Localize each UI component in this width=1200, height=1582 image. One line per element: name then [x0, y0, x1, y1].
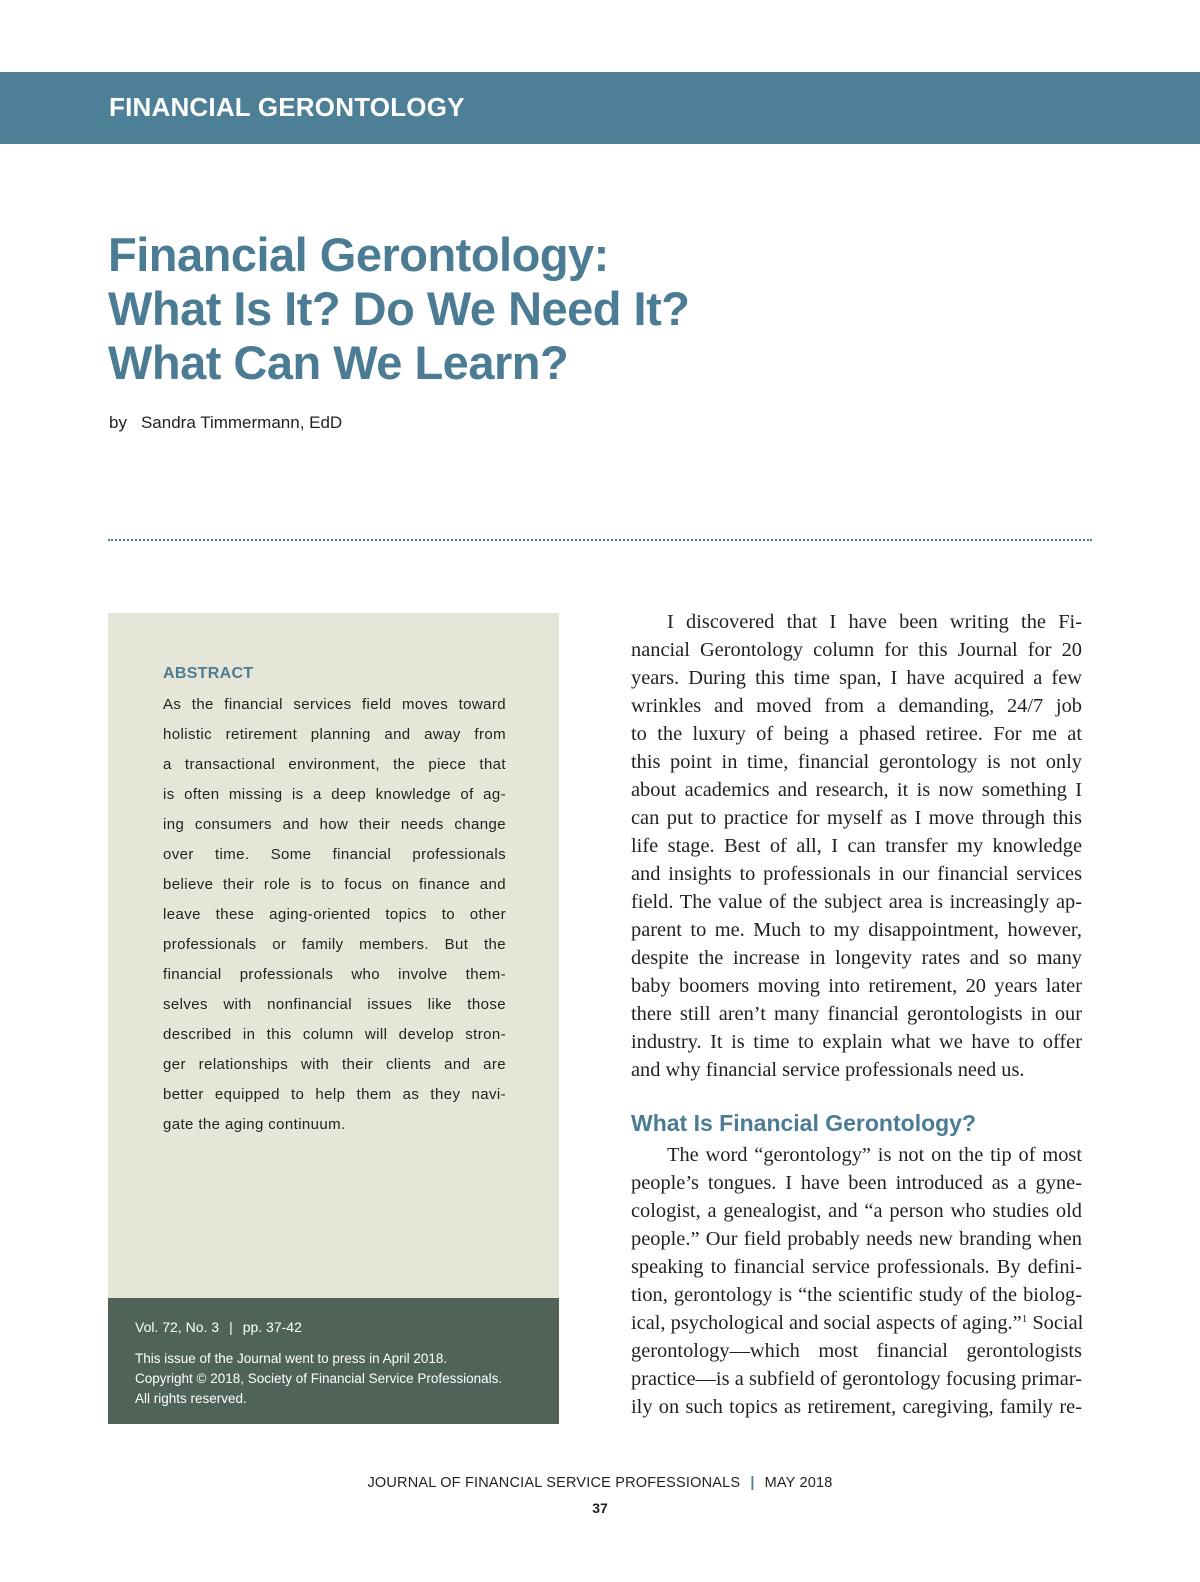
abstract-line: is often missing is a deep knowledge of ag- [163, 786, 506, 803]
body-line: years. During this time span, I have acquired a few [631, 667, 1082, 689]
body-line: to the luxury of being a phased retiree. For me at [631, 723, 1082, 745]
running-footer [0, 1475, 1200, 1491]
section-paragraph [631, 1141, 1082, 1421]
issue-date: MAY 2018 [764, 1475, 833, 1491]
byline-prefix: by [109, 413, 127, 432]
dotted-divider [108, 539, 1092, 541]
body-line: people.” Our field probably needs new branding when [631, 1228, 1082, 1250]
body-line: The word “gerontology” is not on the tip of most [667, 1144, 1082, 1166]
author-name: Sandra Timmermann, EdD [140, 413, 343, 432]
body-line-text: ical, psychological and social aspects of aging.” [631, 1312, 1022, 1334]
byline [109, 413, 342, 433]
abstract-line: As the financial services field moves toward [163, 696, 506, 713]
body-line-with-footnote [631, 1309, 1082, 1337]
footnote-marker[interactable]: 1 [1021, 1313, 1028, 1325]
section-banner [0, 72, 1200, 144]
body-line: speaking to financial service professionals. By defini- [631, 1256, 1082, 1278]
abstract-line: a transactional environment, the piece that [163, 756, 506, 773]
volume: Vol. 72, No. 3 [135, 1319, 220, 1335]
abstract-line: selves with nonfinancial issues like those [163, 996, 506, 1013]
body-line: life stage. Best of all, I can transfer my knowledge [631, 835, 1082, 857]
press-notice [135, 1349, 555, 1409]
body-line: tion, gerontology is “the scientific study of the biolog- [631, 1284, 1082, 1306]
abstract-line: described in this column will develop stron- [163, 1026, 506, 1043]
abstract-line: professionals or family members. But the [163, 936, 506, 953]
section-label: FINANCIAL GERONTOLOGY [109, 92, 465, 122]
abstract-line: over time. Some financial professionals [163, 846, 506, 863]
abstract-line: ger relationships with their clients and are [163, 1056, 506, 1073]
body-line: and insights to professionals in our financial services [631, 863, 1082, 885]
title-line: Financial Gerontology: [108, 228, 609, 281]
body-line: practice—is a subfield of gerontology focusing primar- [631, 1368, 1082, 1390]
abstract-box [108, 613, 559, 1299]
body-line: can put to practice for myself as I move through this [631, 807, 1082, 829]
article-title [108, 228, 689, 390]
body-line: wrinkles and moved from a demanding, 24/7 job [631, 695, 1082, 717]
abstract-line: better equipped to help them as they navi- [163, 1086, 506, 1103]
abstract-line: ing consumers and how their needs change [163, 816, 506, 833]
abstract-line: gate the aging continuum. [163, 1116, 346, 1133]
separator: | [229, 1319, 233, 1335]
intro-paragraph [631, 608, 1082, 1084]
body-line: this point in time, financial gerontology is not only [631, 751, 1082, 773]
title-line: What Can We Learn? [108, 336, 569, 389]
press-line: This issue of the Journal went to press in April 2018. [135, 1351, 448, 1366]
body-line: parent to me. Much to my disappointment, however, [631, 919, 1082, 941]
publication-info-box [108, 1298, 559, 1424]
body-line: about academics and research, it is now something I [631, 779, 1082, 801]
title-line: What Is It? Do We Need It? [108, 282, 690, 335]
press-line: Copyright © 2018, Society of Financial Service Professionals. [135, 1371, 503, 1386]
body-line-tail: Social [1032, 1312, 1084, 1334]
body-line: industry. It is time to explain what we have to offer [631, 1031, 1082, 1053]
abstract-line: financial professionals who involve them- [163, 966, 506, 983]
footer-separator: | [750, 1475, 755, 1491]
abstract-line: believe their role is to focus on finance and [163, 876, 506, 893]
abstract-line: leave these aging-oriented topics to other [163, 906, 506, 923]
body-line: I discovered that I have been writing the Fi- [667, 611, 1082, 633]
body-line: despite the increase in longevity rates and so many [631, 947, 1082, 969]
abstract-heading: ABSTRACT [163, 665, 254, 682]
body-line: there still aren’t many financial gerontologists in our [631, 1003, 1082, 1025]
body-line: gerontology—which most financial gerontologists [631, 1340, 1082, 1362]
body-line: baby boomers moving into retirement, 20 years later [631, 975, 1082, 997]
body-line: field. The value of the subject area is increasingly ap- [631, 891, 1082, 913]
abstract-body [163, 690, 506, 1140]
body-line: nancial Gerontology column for this Journal for 20 [631, 639, 1082, 661]
body-line: ily on such topics as retirement, caregiving, family re- [631, 1396, 1082, 1418]
body-line: cologist, a genealogist, and “a person who studies old [631, 1200, 1082, 1222]
press-line: All rights reserved. [135, 1391, 247, 1406]
section-heading: What Is Financial Gerontology? [631, 1110, 977, 1136]
abstract-line: holistic retirement planning and away from [163, 726, 506, 743]
pages: pp. 37-42 [242, 1319, 302, 1335]
page-number: 37 [592, 1500, 608, 1516]
body-line: and why financial service professionals need us. [631, 1059, 1025, 1081]
journal-name: JOURNAL OF FINANCIAL SERVICE PROFESSIONALS [367, 1475, 741, 1491]
volume-issue [135, 1319, 302, 1335]
body-line: people’s tongues. I have been introduced as a gyne- [631, 1172, 1082, 1194]
